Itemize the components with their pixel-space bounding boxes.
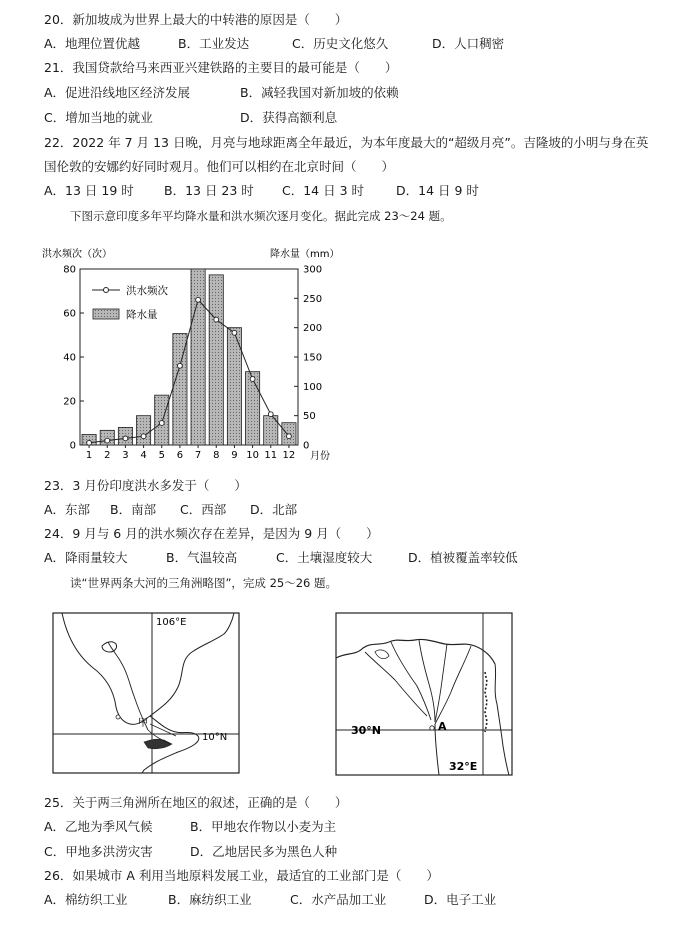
q24-option-b: B．气温较高 — [166, 550, 238, 565]
q21-option-d: D．获得高额利息 — [240, 110, 338, 125]
mekong-delta-map — [52, 612, 240, 774]
flood-frequency-point — [105, 438, 110, 443]
q20-options — [44, 36, 504, 52]
rainfall-bar — [136, 416, 150, 445]
q22-option-d: D．14 日 9 时 — [396, 183, 479, 198]
q20-option-d: D．人口稠密 — [432, 36, 505, 51]
q25-option-c: C．甲地多洪涝灾害 — [44, 844, 153, 859]
q24-option-c: C．土壤湿度较大 — [276, 550, 373, 565]
q22-stem-2: 国伦敦的安娜约好同时观月。他们可以相约在北京时间（ ） — [44, 159, 395, 174]
q25-option-a: A．乙地为季风气候 — [44, 819, 153, 834]
flood-frequency-point — [250, 377, 255, 382]
q22-option-b: B．13 日 23 时 — [164, 183, 254, 198]
map-left-place-jia: 甲 — [138, 718, 148, 729]
map-left-lon: 106°E — [156, 617, 187, 628]
chart-legend — [92, 284, 168, 321]
q20-option-b: B．工业发达 — [178, 36, 250, 51]
flood-frequency-point — [287, 434, 292, 439]
map-right-lat: 30°N — [351, 724, 382, 737]
flood-frequency-point — [159, 421, 164, 426]
flood-frequency-point — [214, 317, 219, 322]
flood-frequency-point — [268, 412, 273, 417]
x-tick-label: 6 — [176, 450, 184, 461]
rainfall-bar — [209, 275, 223, 445]
left-tick-label: 80 — [63, 264, 76, 276]
q26-option-b: B．麻纺织工业 — [168, 892, 252, 907]
q21-stem: 21．我国贷款给马来西亚兴建铁路的主要目的最可能是（ ） — [44, 60, 398, 75]
q24-options — [44, 550, 518, 566]
left-tick-label: 0 — [69, 440, 76, 452]
flood-frequency-point — [123, 436, 128, 441]
x-tick-label: 2 — [104, 450, 111, 461]
flood-frequency-point — [87, 440, 92, 445]
x-tick-label: 1 — [85, 450, 93, 461]
x-tick-label: 10 — [246, 450, 259, 461]
x-tick-label: 12 — [282, 450, 296, 461]
q22-option-c: C．14 日 3 时 — [282, 183, 365, 198]
x-tick-label: 5 — [158, 450, 165, 461]
rainfall-bar — [155, 395, 169, 445]
x-tick-label: 8 — [213, 450, 220, 461]
q20-stem: 20．新加坡成为世界上最大的中转港的原因是（ ） — [44, 12, 348, 27]
map-right-city-a: A — [438, 720, 447, 733]
nile-delta-map — [335, 612, 513, 776]
left-tick-label: 20 — [63, 396, 76, 408]
legend-line-label: 洪水频次 — [126, 285, 168, 297]
left-tick-label: 40 — [63, 352, 76, 364]
q22-stem-1: 22．2022 年 7 月 13 日晚，月亮与地球距离全年最近，为本年度最大的“超级月亮”。吉隆坡的小明与身在英 — [44, 135, 649, 150]
left-tick-label: 60 — [63, 308, 76, 320]
map-right-lon: 32°E — [449, 760, 478, 773]
right-tick-label: 50 — [303, 411, 316, 423]
intro-chart: 下图示意印度多年平均降水量和洪水频次逐月变化。据此完成 23～24 题。 — [70, 209, 452, 223]
right-tick-label: 200 — [303, 323, 323, 335]
right-tick-label: 300 — [303, 264, 323, 276]
q26-option-c: C．水产品加工业 — [290, 892, 387, 907]
q25-option-b: B．甲地农作物以小麦为主 — [190, 819, 337, 834]
rainfall-bar — [191, 269, 205, 445]
q23-option-b: B．南部 — [110, 502, 157, 517]
x-tick-label: 7 — [194, 450, 202, 461]
q23-option-c: C．西部 — [180, 502, 227, 517]
right-tick-label: 250 — [303, 293, 323, 305]
q26-options — [44, 892, 496, 908]
q23-option-a: A．东部 — [44, 502, 91, 517]
q21-options-row2 — [44, 110, 337, 126]
flood-rainfall-chart — [40, 243, 340, 471]
q26-stem: 26．如果城市 A 利用当地原料发展工业，最适宜的工业部门是（ ） — [44, 868, 439, 883]
flood-frequency-point — [196, 297, 201, 302]
q21-options-row1 — [44, 85, 399, 101]
q25-stem: 25．关于两三角洲所在地区的叙述，正确的是（ ） — [44, 795, 348, 810]
x-tick-label: 3 — [122, 450, 129, 461]
rainfall-bar — [245, 372, 259, 445]
q23-option-d: D．北部 — [250, 502, 298, 517]
q22-option-a: A．13 日 19 时 — [44, 183, 134, 198]
q25-options-row2 — [44, 844, 337, 860]
intro-maps: 读“世界两条大河的三角洲略图”，完成 25～26 题。 — [70, 576, 337, 590]
x-tick-label: 9 — [231, 450, 238, 461]
q24-stem: 24．9 月与 6 月的洪水频次存在差异，是因为 9 月（ ） — [44, 526, 379, 541]
x-tick-label: 11 — [264, 450, 278, 461]
flood-frequency-point — [141, 434, 146, 439]
q24-option-d: D．植被覆盖率较低 — [408, 550, 518, 565]
map-left-lat: 10°N — [202, 732, 228, 743]
q22-options — [44, 183, 479, 199]
q20-option-c: C．历史文化悠久 — [292, 36, 389, 51]
right-tick-label: 100 — [303, 381, 323, 393]
q26-option-d: D．电子工业 — [424, 892, 497, 907]
q23-stem: 23．3 月份印度洪水多发于（ ） — [44, 478, 247, 493]
q25-options-row1 — [44, 819, 336, 835]
q25-option-d: D．乙地居民多为黑色人种 — [190, 844, 338, 859]
rainfall-bar — [173, 334, 187, 445]
left-axis-label: 洪水频次（次） — [42, 249, 112, 260]
flood-frequency-point — [232, 330, 237, 335]
q21-option-b: B．减轻我国对新加坡的依赖 — [240, 85, 399, 100]
q24-option-a: A．降雨量较大 — [44, 550, 128, 565]
q21-option-a: A．促进沿线地区经济发展 — [44, 85, 191, 100]
q26-option-a: A．棉纺织工业 — [44, 892, 128, 907]
q21-option-c: C．增加当地的就业 — [44, 110, 153, 125]
x-tick-label: 4 — [140, 450, 147, 461]
q23-options — [44, 502, 297, 518]
flood-frequency-point — [178, 363, 183, 368]
q20-option-a: A．地理位置优越 — [44, 36, 141, 51]
legend-bar-label: 降水量 — [126, 309, 158, 321]
x-axis-label: 月份 — [310, 451, 330, 462]
right-tick-label: 150 — [303, 352, 323, 364]
right-tick-label: 0 — [303, 440, 310, 452]
right-axis-label: 降水量（mm） — [270, 249, 340, 260]
